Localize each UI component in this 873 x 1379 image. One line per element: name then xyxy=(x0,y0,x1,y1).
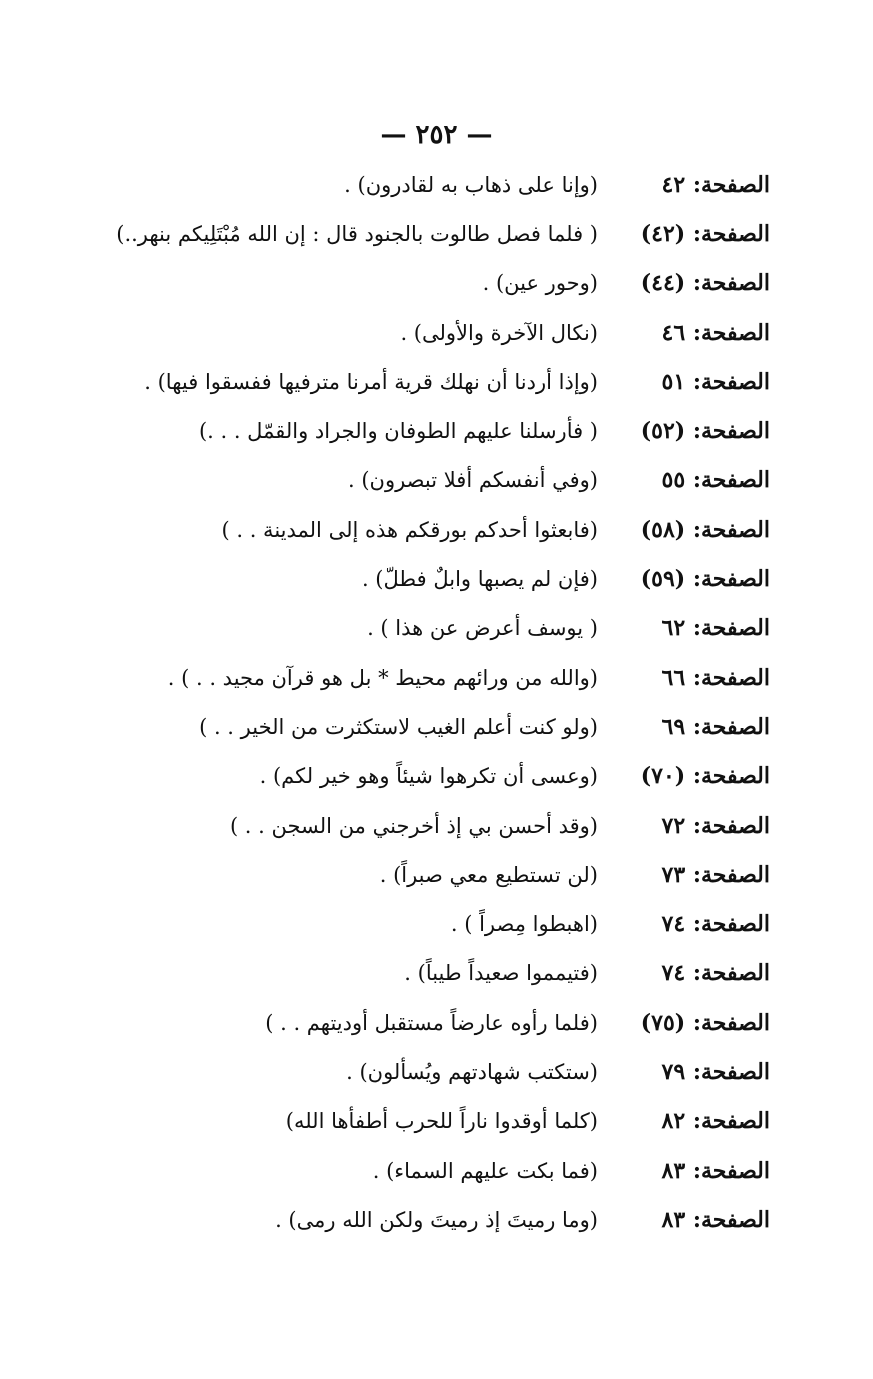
index-list xyxy=(40,160,770,1245)
entry-label-text: الصفحة: xyxy=(692,1108,770,1135)
entry-label xyxy=(638,1059,770,1085)
entry-page-ref: (٥٩) xyxy=(640,566,686,593)
entry-label xyxy=(638,172,770,198)
entry-page-ref: ٨٣ xyxy=(661,1157,686,1184)
entry-label xyxy=(638,714,770,740)
index-entry xyxy=(40,554,770,603)
entry-label-text: الصفحة: xyxy=(692,319,770,346)
entry-label-text: الصفحة: xyxy=(692,418,770,445)
entry-page-ref: ٤٢ xyxy=(661,171,686,198)
entry-label-text: الصفحة: xyxy=(692,467,770,494)
index-entry xyxy=(40,209,770,258)
entry-label-text: الصفحة: xyxy=(692,812,770,839)
index-entry xyxy=(40,1097,770,1146)
entry-label-text: الصفحة: xyxy=(692,368,770,395)
entry-label-text: الصفحة: xyxy=(692,1157,770,1184)
entry-label xyxy=(638,813,770,839)
entry-label-text: الصفحة: xyxy=(692,861,770,888)
entry-label xyxy=(638,1158,770,1184)
entry-label-text: الصفحة: xyxy=(692,615,770,642)
entry-quote: (وحور عين) . xyxy=(482,271,598,296)
entry-page-ref: ٧٩ xyxy=(661,1058,686,1085)
index-entry xyxy=(40,949,770,998)
entry-page-ref: ٨٣ xyxy=(661,1206,686,1233)
entry-label xyxy=(638,320,770,346)
index-entry xyxy=(40,604,770,653)
index-entry xyxy=(40,406,770,455)
entry-label xyxy=(638,911,770,937)
index-entry xyxy=(40,456,770,505)
entry-page-ref: (٧٥) xyxy=(640,1009,686,1036)
entry-label-text: الصفحة: xyxy=(692,1009,770,1036)
entry-label xyxy=(638,566,770,592)
entry-label-text: الصفحة: xyxy=(692,664,770,691)
index-entry xyxy=(40,899,770,948)
entry-page-ref: (٤٤) xyxy=(640,270,686,297)
index-entry xyxy=(40,160,770,209)
entry-page-ref: ٧٢ xyxy=(661,812,686,839)
entry-label xyxy=(638,960,770,986)
entry-label xyxy=(638,517,770,543)
entry-label-text: الصفحة: xyxy=(692,1058,770,1085)
entry-label xyxy=(638,1207,770,1233)
entry-page-ref: ٦٦ xyxy=(661,664,686,691)
entry-page-ref: ٥٥ xyxy=(661,467,686,494)
entry-quote: (لن تستطيع معي صبراً) . xyxy=(379,862,598,887)
entry-label xyxy=(638,467,770,493)
entry-label-text: الصفحة: xyxy=(692,566,770,593)
entry-label xyxy=(638,369,770,395)
entry-label xyxy=(638,763,770,789)
entry-quote: (وعسى أن تكرهوا شيئاً وهو خير لكم) . xyxy=(259,764,598,789)
entry-label xyxy=(638,221,770,247)
entry-quote: (وقد أحسن بي إذ أخرجني من السجن . . ) xyxy=(229,813,598,838)
index-entry xyxy=(40,702,770,751)
entry-page-ref: ٦٢ xyxy=(661,615,686,642)
entry-label-text: الصفحة: xyxy=(692,516,770,543)
index-entry xyxy=(40,259,770,308)
index-entry xyxy=(40,653,770,702)
entry-page-ref: (٤٢) xyxy=(640,220,686,247)
entry-label-text: الصفحة: xyxy=(692,911,770,938)
entry-label-text: الصفحة: xyxy=(692,220,770,247)
entry-label xyxy=(638,270,770,296)
entry-page-ref: ٦٩ xyxy=(661,713,686,740)
index-entry xyxy=(40,1047,770,1096)
entry-quote: (ولو كنت أعلم الغيب لاستكثرت من الخير . . ) xyxy=(199,714,598,739)
entry-page-ref: ٥١ xyxy=(661,368,686,395)
entry-quote: (وما رميتَ إذ رميتَ ولكن الله رمى) . xyxy=(275,1207,598,1232)
entry-label-text: الصفحة: xyxy=(692,713,770,740)
entry-label xyxy=(638,862,770,888)
entry-label xyxy=(638,1108,770,1134)
index-entry xyxy=(40,308,770,357)
index-entry xyxy=(40,752,770,801)
entry-label-text: الصفحة: xyxy=(692,270,770,297)
entry-quote: (فابعثوا أحدكم بورقكم هذه إلى المدينة . . ) xyxy=(221,517,598,542)
entry-label-text: الصفحة: xyxy=(692,1206,770,1233)
index-entry xyxy=(40,1146,770,1195)
entry-quote: ( فأرسلنا عليهم الطوفان والجراد والقمّل . . .) xyxy=(198,419,598,444)
entry-page-ref: (٥٢) xyxy=(640,418,686,445)
index-entry xyxy=(40,357,770,406)
entry-quote: (نكال الآخرة والأولى) . xyxy=(400,320,598,345)
entry-quote: ( فلما فصل طالوت بالجنود قال : إن الله مُبْتَلِيكم بنهر..) xyxy=(116,221,598,246)
index-entry xyxy=(40,505,770,554)
index-entry xyxy=(40,801,770,850)
entry-page-ref: ٨٢ xyxy=(661,1108,686,1135)
entry-quote: (اهبطوا مِصراً ) . xyxy=(450,912,598,937)
entry-label-text: الصفحة: xyxy=(692,763,770,790)
entry-page-ref: (٥٨) xyxy=(640,516,686,543)
entry-quote: (وفي أنفسكم أفلا تبصرون) . xyxy=(347,468,598,493)
index-entry xyxy=(40,998,770,1047)
entry-label xyxy=(638,418,770,444)
entry-quote: (وإنا على ذهاب به لقادرون) . xyxy=(344,172,598,197)
page-number: — ٢٥٢ — xyxy=(380,120,493,150)
entry-page-ref: ٤٦ xyxy=(661,319,686,346)
entry-quote: (فلما رأوه عارضاً مستقبل أوديتهم . . ) xyxy=(265,1010,598,1035)
entry-page-ref: ٧٤ xyxy=(661,911,686,938)
entry-quote: (فما بكت عليهم السماء) . xyxy=(372,1158,598,1183)
entry-quote: (فإن لم يصبها وابلٌ فطلّ) . xyxy=(361,567,598,592)
entry-quote: (وإذا أردنا أن نهلك قرية أمرنا مترفيها ففسقوا فيها) . xyxy=(144,369,598,394)
entry-label xyxy=(638,1010,770,1036)
entry-page-ref: (٧٠) xyxy=(640,763,686,790)
entry-page-ref: ٧٤ xyxy=(661,960,686,987)
entry-quote: (كلما أوقدوا ناراً للحرب أطفأها الله) xyxy=(285,1109,598,1134)
entry-quote: ( يوسف أعرض عن هذا ) . xyxy=(367,616,598,641)
entry-quote: (والله من ورائهم محيط * بل هو قرآن مجيد . . ) . xyxy=(167,665,598,690)
entry-label xyxy=(638,615,770,641)
entry-label-text: الصفحة: xyxy=(692,171,770,198)
entry-quote: (فتيمموا صعيداً طيباً) . xyxy=(404,961,598,986)
entry-label xyxy=(638,665,770,691)
index-entry xyxy=(40,1195,770,1244)
entry-label-text: الصفحة: xyxy=(692,960,770,987)
entry-page-ref: ٧٣ xyxy=(661,861,686,888)
entry-quote: (ستكتب شهادتهم ويُسألون) . xyxy=(346,1059,598,1084)
index-entry xyxy=(40,850,770,899)
